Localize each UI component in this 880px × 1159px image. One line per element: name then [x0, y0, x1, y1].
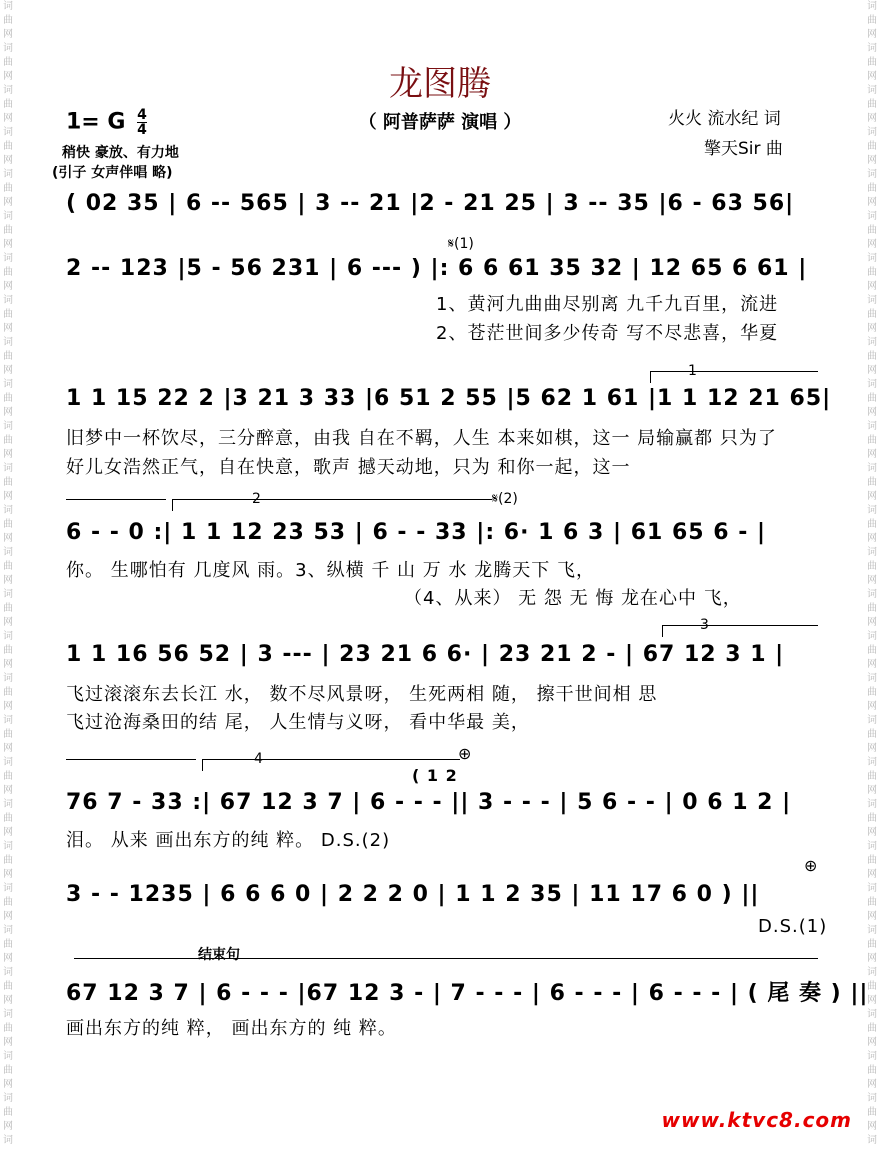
watermark-char: 曲 [867, 519, 877, 530]
volta-bracket-2-tick [172, 499, 173, 511]
watermark-char: 网 [867, 953, 877, 964]
watermark-char: 曲 [3, 687, 13, 698]
segno-mark-2: 𝄋(2) [492, 491, 518, 507]
lyrics-line-6: 泪。 从来 画出东方的纯 粹。 D.S.(2) [66, 830, 391, 851]
watermark-char: 曲 [867, 267, 877, 278]
watermark-char: 网 [867, 113, 877, 124]
watermark-char: 曲 [867, 603, 877, 614]
watermark-char: 曲 [3, 267, 13, 278]
watermark-char: 网 [3, 113, 13, 124]
watermark-char: 词 [3, 757, 13, 768]
ending-bracket [74, 958, 818, 959]
watermark-char: 词 [867, 547, 877, 558]
watermark-char: 曲 [3, 939, 13, 950]
watermark-char: 词 [3, 1051, 13, 1062]
watermark-char: 词 [867, 295, 877, 306]
watermark-char: 词 [867, 379, 877, 390]
watermark-char: 词 [867, 1, 877, 12]
volta-bracket-4 [202, 759, 460, 760]
watermark-char: 曲 [867, 351, 877, 362]
watermark-char: 曲 [3, 57, 13, 68]
watermark-char: 网 [867, 785, 877, 796]
watermark-char: 网 [867, 995, 877, 1006]
watermark-char: 网 [867, 617, 877, 628]
lyrics-line-4-verse-1: 你。 生哪怕有 几度风 雨。3、纵横 千 山 万 水 龙腾天下 飞， [66, 560, 595, 581]
volta-bracket-3-tick [662, 625, 663, 637]
watermark-char: 词 [3, 253, 13, 264]
watermark-char: 词 [3, 799, 13, 810]
watermark-char: 词 [3, 547, 13, 558]
watermark-char: 网 [3, 281, 13, 292]
notation-line-4: 6 - - 0 :| 1 1 12 23 53 | 6 - - 33 |: 6· 1 6 3 | 61 65 6 - | [66, 520, 767, 545]
watermark-char: 曲 [3, 519, 13, 530]
watermark-char: 网 [3, 323, 13, 334]
watermark-char: 词 [3, 967, 13, 978]
watermark-char: 网 [3, 407, 13, 418]
watermark-char: 词 [3, 1135, 13, 1146]
watermark-char: 词 [3, 169, 13, 180]
watermark-char: 词 [867, 463, 877, 474]
watermark-char: 词 [3, 1, 13, 12]
tempo-marking: 稍快 豪放、有力地 [62, 145, 179, 161]
watermark-char: 词 [867, 1135, 877, 1146]
lyrics-line-8: 画出东方的纯 粹， 画出东方的 纯 粹。 [66, 1018, 397, 1039]
watermark-char: 曲 [3, 477, 13, 488]
watermark-char: 曲 [867, 477, 877, 488]
watermark-char: 曲 [867, 309, 877, 320]
watermark-char: 词 [3, 421, 13, 432]
watermark-char: 网 [867, 449, 877, 460]
watermark-char: 词 [867, 673, 877, 684]
watermark-char: 曲 [3, 1065, 13, 1076]
watermark-char: 词 [3, 589, 13, 600]
watermark-char: 词 [867, 1093, 877, 1104]
lyrics-line-5-verse-1: 飞过滚滚东去长江 水， 数不尽风景呀， 生死两相 随， 擦干世间相 思 [66, 684, 658, 705]
notation-line-3: 1 1 15 22 2 |3 21 3 33 |6 51 2 55 |5 62 1 61 |1 1 12 21 65| [66, 386, 832, 411]
time-sig-top: 4 [137, 107, 147, 123]
watermark-char: 曲 [3, 309, 13, 320]
volta-number-2: 2 [252, 491, 261, 507]
watermark-char: 网 [3, 701, 13, 712]
volta-bracket-3-cont [66, 759, 196, 760]
song-title: 龙图腾 [389, 64, 491, 104]
watermark-char: 词 [867, 253, 877, 264]
watermark-char: 词 [3, 715, 13, 726]
watermark-char: 网 [867, 827, 877, 838]
watermark-char: 词 [867, 211, 877, 222]
watermark-char: 曲 [3, 1023, 13, 1034]
watermark-char: 网 [3, 659, 13, 670]
watermark-char: 曲 [867, 939, 877, 950]
segno-mark-1: 𝄋(1) [448, 236, 474, 252]
watermark-char: 网 [867, 575, 877, 586]
watermark-char: 词 [867, 883, 877, 894]
watermark-char: 曲 [3, 645, 13, 656]
watermark-char: 网 [3, 239, 13, 250]
watermark-char: 词 [867, 1009, 877, 1020]
watermark-char: 词 [3, 127, 13, 138]
watermark-char: 曲 [867, 1023, 877, 1034]
watermark-char: 词 [3, 631, 13, 642]
watermark-char: 词 [3, 337, 13, 348]
volta-number-1: 1 [688, 363, 697, 379]
watermark-char: 网 [3, 911, 13, 922]
ending-label: 结束句 [198, 947, 240, 963]
watermark-char: 曲 [867, 855, 877, 866]
time-sig-bottom: 4 [137, 122, 147, 138]
watermark-char: 曲 [3, 393, 13, 404]
watermark-char: 网 [3, 533, 13, 544]
coda-icon: ⊕ [458, 744, 472, 763]
watermark-char: 曲 [3, 771, 13, 782]
watermark-char: 曲 [867, 225, 877, 236]
watermark-char: 网 [3, 491, 13, 502]
lyrics-line-3-verse-1: 旧梦中一杯饮尽，三分醉意，由我 自在不羁，人生 本来如棋，这一 局输赢都 只为了 [66, 428, 777, 449]
watermark-char: 词 [3, 883, 13, 894]
watermark-char: 曲 [3, 183, 13, 194]
watermark-char: 曲 [3, 729, 13, 740]
watermark-char: 网 [867, 323, 877, 334]
watermark-char: 网 [3, 617, 13, 628]
watermark-char: 词 [867, 169, 877, 180]
watermark-char: 网 [3, 785, 13, 796]
time-signature [137, 108, 147, 137]
watermark-char: 词 [867, 505, 877, 516]
watermark-char: 网 [3, 1121, 13, 1132]
watermark-char: 网 [3, 71, 13, 82]
watermark-char: 词 [867, 925, 877, 936]
watermark-char: 曲 [3, 561, 13, 572]
watermark-char: 网 [3, 869, 13, 880]
lyricist-credit: 火火 流水纪 词 [668, 109, 781, 129]
volta-number-4: 4 [254, 751, 263, 767]
intro-note: (引子 女声伴唱 略) [52, 165, 173, 181]
watermark-char: 网 [867, 533, 877, 544]
watermark-char: 词 [3, 505, 13, 516]
volta-bracket-2 [172, 499, 492, 500]
watermark-char: 曲 [3, 855, 13, 866]
watermark-char: 网 [867, 71, 877, 82]
watermark-char: 词 [3, 673, 13, 684]
watermark-char: 曲 [3, 225, 13, 236]
lyrics-line-2-verse-1: 1、黄河九曲曲尽别离 九千九百里，流进 [436, 294, 779, 315]
watermark-char: 词 [3, 1009, 13, 1020]
watermark-char: 曲 [3, 1107, 13, 1118]
watermark-char: 曲 [867, 1107, 877, 1118]
lyrics-line-4-verse-2: （4、从来） 无 怨 无 悔 龙在心中 飞， [404, 588, 742, 609]
lyrics-line-2-verse-2: 2、苍茫世间多少传奇 写不尽悲喜，华夏 [436, 323, 779, 344]
watermark-char: 曲 [867, 141, 877, 152]
watermark-char: 网 [867, 911, 877, 922]
notation-line-2: 2 -- 123 |5 - 56 231 | 6 --- ) |: 6 6 61 35 32 | 12 65 6 61 | [66, 256, 808, 281]
watermark-char: 曲 [3, 897, 13, 908]
watermark-char: 网 [3, 743, 13, 754]
coda-icon-2: ⊕ [804, 856, 818, 875]
watermark-char: 词 [867, 1051, 877, 1062]
watermark-char: 网 [867, 281, 877, 292]
watermark-char: 词 [867, 589, 877, 600]
watermark-char: 网 [3, 29, 13, 40]
watermark-char: 词 [3, 841, 13, 852]
site-logo: www.ktvc8.com [661, 1108, 852, 1132]
lyrics-line-5-verse-2: 飞过沧海桑田的结 尾， 人生情与义呀， 看中华最 美， [66, 712, 530, 733]
watermark-char: 网 [3, 995, 13, 1006]
watermark-char: 曲 [867, 687, 877, 698]
volta-bracket-4-tick [202, 759, 203, 771]
watermark-char: 网 [3, 1079, 13, 1090]
watermark-char: 网 [3, 1037, 13, 1048]
watermark-char: 网 [867, 155, 877, 166]
watermark-char: 网 [867, 1037, 877, 1048]
composer-credit: 擎天Sir 曲 [704, 139, 783, 159]
watermark-char: 网 [3, 953, 13, 964]
watermark-char: 网 [867, 659, 877, 670]
ds-marking: D.S.(1) [758, 916, 828, 937]
watermark-char: 曲 [3, 99, 13, 110]
watermark-char: 词 [867, 631, 877, 642]
watermark-char: 网 [3, 827, 13, 838]
notation-line-7: 3 - - 1235 | 6 6 6 0 | 2 2 2 0 | 1 1 2 35 | 11 17 6 0 ) || [66, 882, 760, 907]
watermark-char: 曲 [3, 351, 13, 362]
watermark-char: 词 [867, 967, 877, 978]
notation-line-1: ( 02 35 | 6 -- 565 | 3 -- 21 |2 - 21 25 | 3 -- 35 |6 - 63 56| [66, 191, 795, 216]
watermark-char: 词 [3, 295, 13, 306]
watermark-char: 曲 [3, 981, 13, 992]
watermark-char: 曲 [867, 729, 877, 740]
volta-number-3: 3 [700, 617, 709, 633]
watermark-char: 词 [3, 211, 13, 222]
watermark-char: 曲 [3, 141, 13, 152]
watermark-char: 曲 [867, 15, 877, 26]
watermark-char: 网 [867, 1121, 877, 1132]
watermark-char: 网 [867, 197, 877, 208]
watermark-char: 曲 [3, 435, 13, 446]
watermark-char: 曲 [867, 1065, 877, 1076]
watermark-char: 曲 [867, 771, 877, 782]
watermark-char: 词 [3, 379, 13, 390]
singer-credit: （ 阿普萨萨 演唱 ） [358, 112, 522, 133]
watermark-char: 词 [3, 1093, 13, 1104]
watermark-char: 曲 [867, 393, 877, 404]
watermark-char: 曲 [867, 813, 877, 824]
pickup-notes: ( 1 2 [412, 766, 458, 785]
watermark-char: 词 [3, 463, 13, 474]
watermark-char: 网 [3, 155, 13, 166]
watermark-char: 网 [867, 869, 877, 880]
watermark-char: 曲 [867, 645, 877, 656]
watermark-char: 网 [867, 701, 877, 712]
lyrics-line-3-verse-2: 好儿女浩然正气，自在快意，歌声 撼天动地，只为 和你一起，这一 [66, 457, 631, 478]
volta-bracket-1 [650, 371, 818, 372]
volta-bracket-1-cont [66, 499, 166, 500]
watermark-char: 曲 [867, 99, 877, 110]
watermark-char: 词 [867, 43, 877, 54]
watermark-char: 词 [867, 127, 877, 138]
watermark-char: 词 [867, 85, 877, 96]
watermark-char: 网 [3, 449, 13, 460]
notation-line-5: 1 1 16 56 52 | 3 --- | 23 21 6 6· | 23 21 2 - | 67 12 3 1 | [66, 642, 785, 667]
notation-line-6: 76 7 - 33 :| 67 12 3 7 | 6 - - - || 3 - - - | 5 6 - - | 0 6 1 2 | [66, 790, 792, 815]
watermark-char: 曲 [867, 897, 877, 908]
watermark-char: 曲 [867, 561, 877, 572]
watermark-char: 网 [867, 1079, 877, 1090]
watermark-char: 网 [867, 491, 877, 502]
volta-bracket-3 [662, 625, 818, 626]
watermark-char: 词 [867, 421, 877, 432]
watermark-left [1, 0, 15, 1148]
watermark-char: 词 [3, 925, 13, 936]
watermark-char: 词 [867, 715, 877, 726]
watermark-char: 网 [867, 365, 877, 376]
watermark-char: 曲 [867, 981, 877, 992]
key-signature [66, 108, 147, 137]
watermark-char: 网 [3, 575, 13, 586]
watermark-char: 词 [867, 799, 877, 810]
volta-bracket-1-tick [650, 371, 651, 383]
watermark-char: 网 [867, 407, 877, 418]
watermark-char: 网 [3, 197, 13, 208]
watermark-char: 曲 [867, 435, 877, 446]
watermark-char: 词 [3, 85, 13, 96]
watermark-char: 曲 [3, 603, 13, 614]
notation-line-8: 67 12 3 7 | 6 - - - |67 12 3 - | 7 - - - | 6 - - - | 6 - - - | ( 尾 奏 ) || [66, 981, 869, 1006]
watermark-char: 网 [867, 29, 877, 40]
watermark-char: 网 [867, 743, 877, 754]
watermark-char: 曲 [867, 183, 877, 194]
watermark-char: 网 [867, 239, 877, 250]
watermark-char: 词 [867, 757, 877, 768]
key-label: 1= G [66, 109, 126, 135]
watermark-char: 词 [3, 43, 13, 54]
watermark-char: 曲 [3, 15, 13, 26]
watermark-char: 词 [867, 841, 877, 852]
watermark-char: 词 [867, 337, 877, 348]
watermark-char: 曲 [3, 813, 13, 824]
watermark-char: 曲 [867, 57, 877, 68]
watermark-char: 网 [3, 365, 13, 376]
